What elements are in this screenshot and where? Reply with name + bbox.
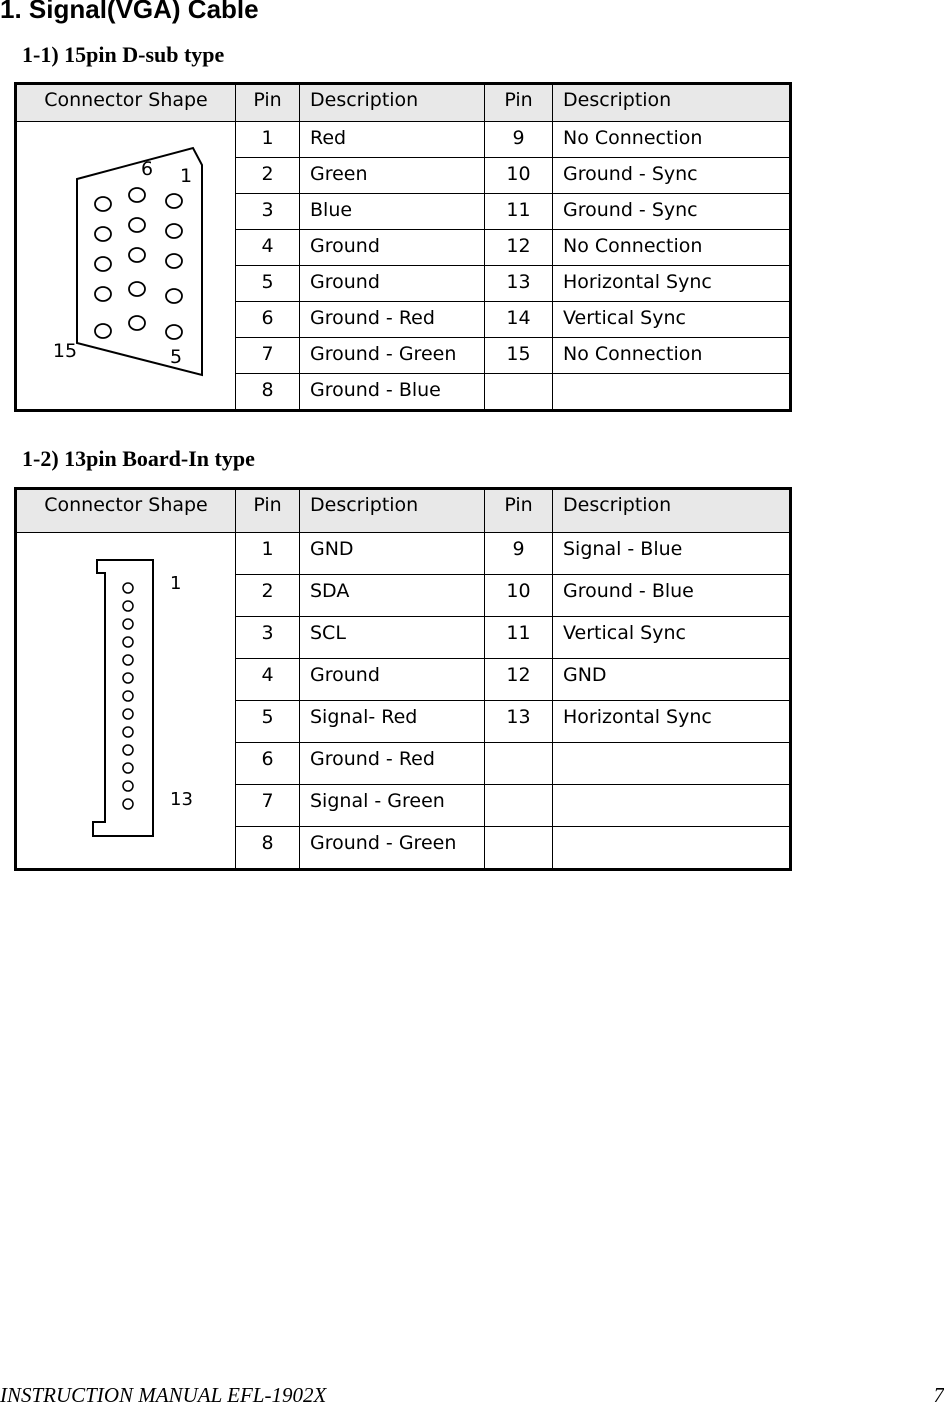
description-cell: Ground - Blue: [300, 374, 485, 411]
header-description: Description: [553, 84, 791, 122]
header-connector-shape: Connector Shape: [16, 489, 236, 533]
pin-cell: 13: [485, 266, 553, 302]
description-cell: Ground: [300, 230, 485, 266]
description-cell: Ground: [300, 659, 485, 701]
pin-cell: 10: [485, 158, 553, 194]
pin-cell: 12: [485, 230, 553, 266]
pin-cell: [485, 785, 553, 827]
description-cell: Ground - Green: [300, 827, 485, 870]
pin-cell: 1: [236, 533, 300, 575]
dsub-pin-holes: [95, 188, 182, 339]
subsection-title-board-in: 1-2) 13pin Board-In type: [22, 446, 255, 471]
pin-cell: 4: [236, 230, 300, 266]
board-in-connector-diagram: [17, 533, 236, 863]
pin-cell: 9: [485, 533, 553, 575]
header-pin: Pin: [485, 489, 553, 533]
header-pin: Pin: [485, 84, 553, 122]
subsection-title-dsub: 1-1) 15pin D-sub type: [22, 42, 225, 67]
pin-cell: 11: [485, 194, 553, 230]
pin-cell: 10: [485, 575, 553, 617]
table-row: [16, 122, 791, 158]
description-cell: [553, 743, 791, 785]
pin-cell: 2: [236, 158, 300, 194]
description-cell: [553, 785, 791, 827]
description-cell: [553, 374, 791, 411]
pin-cell: 6: [236, 743, 300, 785]
board-in-pin-holes: [123, 583, 133, 809]
pin-cell: 7: [236, 338, 300, 374]
pin-cell: 8: [236, 827, 300, 870]
pin-cell: [485, 374, 553, 411]
description-cell: Signal - Blue: [553, 533, 791, 575]
pin-cell: 14: [485, 302, 553, 338]
pin-cell: 5: [236, 701, 300, 743]
pin-label-6: 6: [140, 158, 154, 180]
pin-cell: 8: [236, 374, 300, 411]
pin-cell: 3: [236, 617, 300, 659]
board-in-pin-table: [14, 487, 792, 871]
pin-label-13: 13: [170, 789, 193, 810]
description-cell: GND: [553, 659, 791, 701]
pin-label-5: 5: [169, 346, 183, 368]
description-cell: Ground: [300, 266, 485, 302]
table-header-row: [16, 84, 791, 122]
description-cell: Red: [300, 122, 485, 158]
description-cell: Ground - Red: [300, 302, 485, 338]
pin-label-1: 1: [179, 165, 193, 187]
description-cell: No Connection: [553, 122, 791, 158]
description-cell: Horizontal Sync: [553, 701, 791, 743]
pin-cell: 3: [236, 194, 300, 230]
header-description: Description: [300, 84, 485, 122]
table-header-row: [16, 489, 791, 533]
pin-cell: [485, 827, 553, 870]
pin-cell: 15: [485, 338, 553, 374]
footer-page-number: 7: [933, 1383, 944, 1407]
header-pin: Pin: [236, 489, 300, 533]
description-cell: No Connection: [553, 230, 791, 266]
board-in-connector-cell: [16, 533, 236, 870]
description-cell: Ground - Sync: [553, 194, 791, 230]
pin-cell: 5: [236, 266, 300, 302]
pin-cell: [485, 743, 553, 785]
section-title: 1. Signal(VGA) Cable: [0, 0, 259, 24]
pin-cell: 9: [485, 122, 553, 158]
pin-label-1: 1: [170, 573, 182, 594]
description-cell: Horizontal Sync: [553, 266, 791, 302]
description-cell: Ground - Green: [300, 338, 485, 374]
footer-manual-title: INSTRUCTION MANUAL EFL-1902X: [0, 1383, 327, 1407]
header-connector-shape: Connector Shape: [16, 84, 236, 122]
description-cell: Green: [300, 158, 485, 194]
pin-cell: 7: [236, 785, 300, 827]
description-cell: Ground - Red: [300, 743, 485, 785]
dsub-connector-diagram: [17, 123, 236, 403]
description-cell: SCL: [300, 617, 485, 659]
pin-cell: 2: [236, 575, 300, 617]
pin-cell: 12: [485, 659, 553, 701]
description-cell: Ground - Sync: [553, 158, 791, 194]
description-cell: GND: [300, 533, 485, 575]
description-cell: Signal- Red: [300, 701, 485, 743]
description-cell: Vertical Sync: [553, 617, 791, 659]
pin-cell: 11: [485, 617, 553, 659]
dsub-connector-cell: [16, 122, 236, 411]
description-cell: Blue: [300, 194, 485, 230]
description-cell: Vertical Sync: [553, 302, 791, 338]
description-cell: SDA: [300, 575, 485, 617]
description-cell: Signal - Green: [300, 785, 485, 827]
pin-label-15: 15: [52, 340, 78, 362]
header-pin: Pin: [236, 84, 300, 122]
table-row: [16, 533, 791, 575]
header-description: Description: [300, 489, 485, 533]
pin-cell: 6: [236, 302, 300, 338]
description-cell: Ground - Blue: [553, 575, 791, 617]
description-cell: No Connection: [553, 338, 791, 374]
header-description: Description: [553, 489, 791, 533]
pin-cell: 1: [236, 122, 300, 158]
pin-cell: 4: [236, 659, 300, 701]
pin-cell: 13: [485, 701, 553, 743]
dsub-pin-table: [14, 82, 792, 412]
description-cell: [553, 827, 791, 870]
